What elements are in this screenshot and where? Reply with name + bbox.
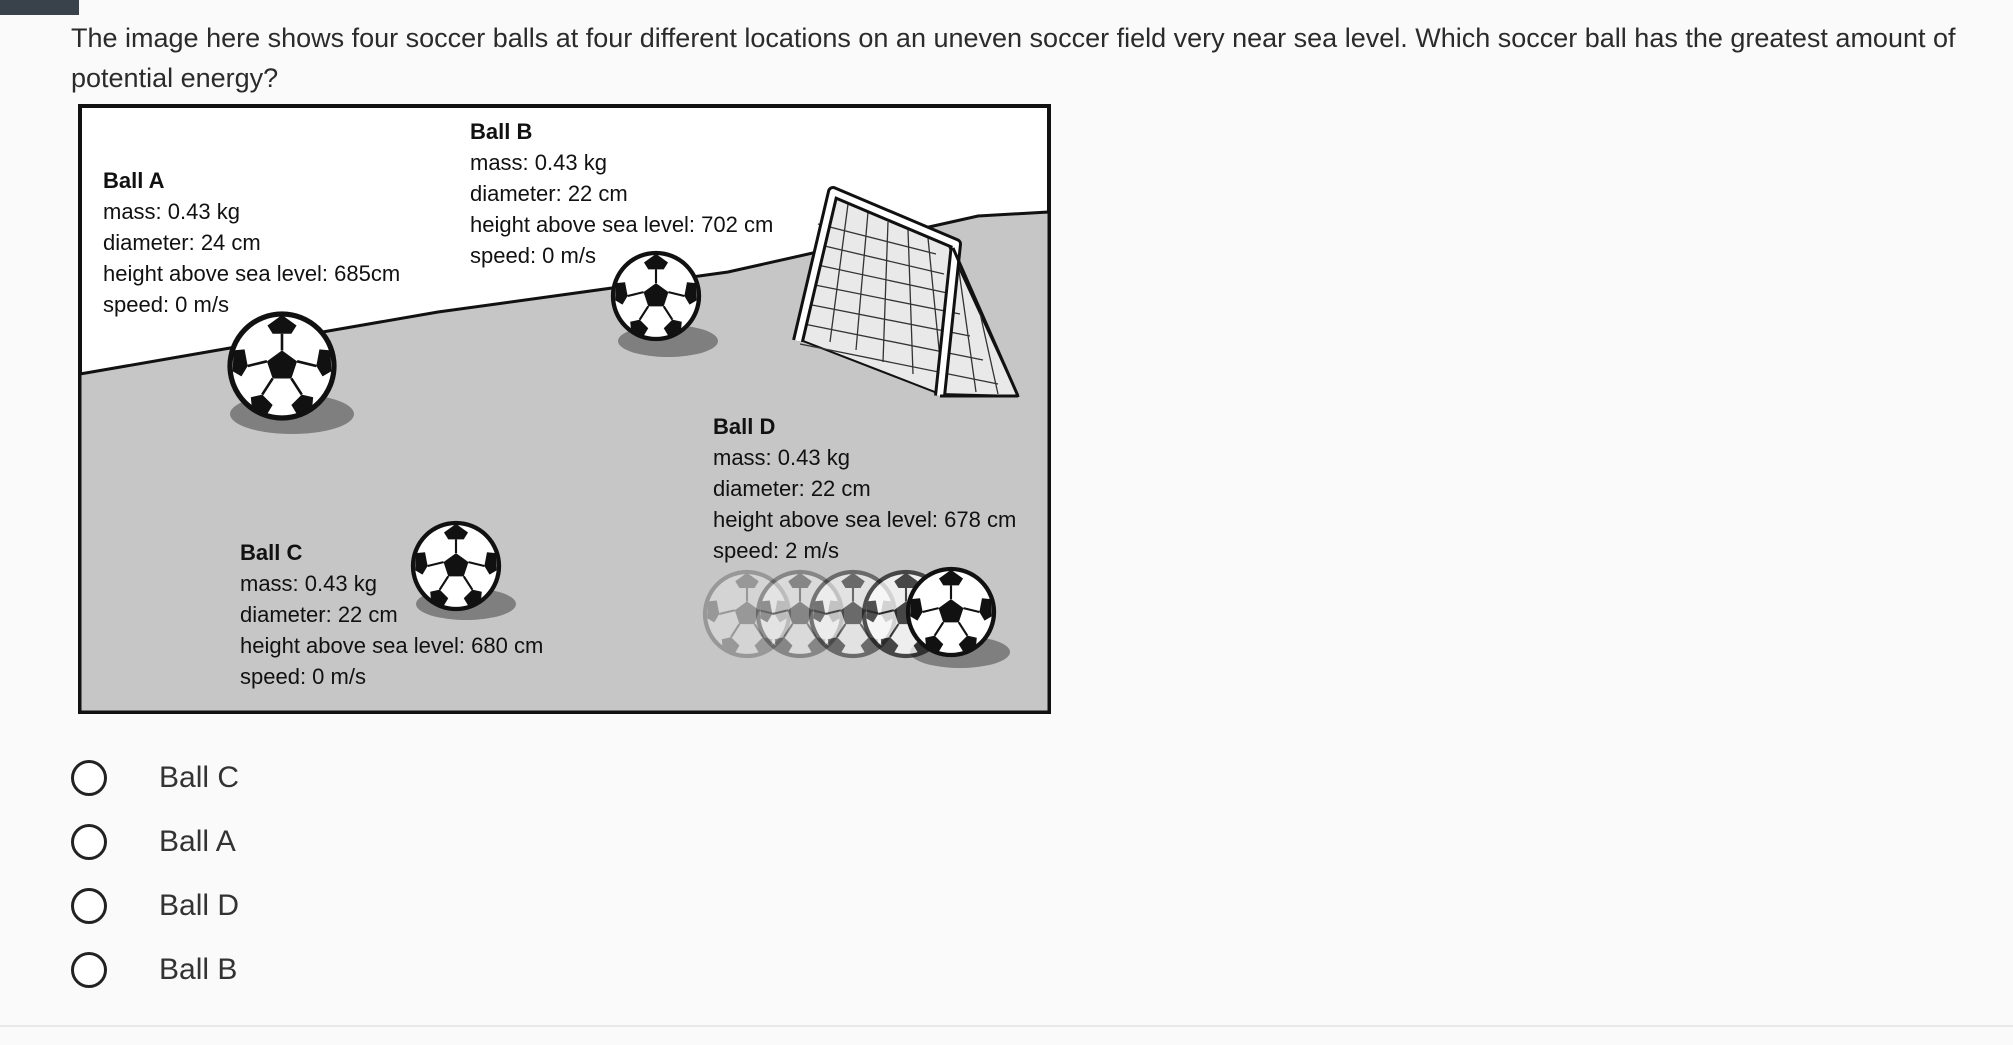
option-ball-d[interactable] [71,874,239,938]
ball-a-speed: speed: 0 m/s [103,292,229,317]
radio-button[interactable] [71,760,107,796]
option-label: Ball A [159,825,236,858]
ball-c-name: Ball C [240,540,303,565]
ball-b-icon [613,253,699,339]
ball-a-height: height above sea level: 685cm [103,261,401,286]
option-ball-b[interactable] [71,938,239,1002]
ball-c-mass: mass: 0.43 kg [240,571,377,596]
soccer-field-figure [78,104,1051,714]
ball-a-icon [230,314,334,418]
option-label: Ball C [159,761,240,794]
ball-a-diameter: diameter: 24 cm [103,230,261,255]
option-ball-a[interactable] [71,810,239,874]
ball-d-height: height above sea level: 678 cm [713,507,1017,532]
ball-b-speed: speed: 0 m/s [470,243,596,268]
ball-a-name: Ball A [103,168,165,193]
ball-b-diameter: diameter: 22 cm [470,181,628,206]
ball-a-mass: mass: 0.43 kg [103,199,240,224]
footer-divider [0,1025,2013,1027]
option-label: Ball B [159,953,238,986]
ball-d-name: Ball D [713,414,776,439]
radio-button[interactable] [71,824,107,860]
ball-d-speed: speed: 2 m/s [713,538,839,563]
ball-c-icon [413,523,499,609]
ball-c-diameter: diameter: 22 cm [240,602,398,627]
ball-d-mass: mass: 0.43 kg [713,445,850,470]
soccer-field-illustration [78,104,1051,714]
radio-button[interactable] [71,888,107,924]
ball-c-height: height above sea level: 680 cm [240,633,544,658]
ball-d-diameter: diameter: 22 cm [713,476,871,501]
ball-c-speed: speed: 0 m/s [240,664,366,689]
top-tab [0,0,79,15]
ball-b-name: Ball B [470,119,533,144]
option-ball-c[interactable] [71,746,239,810]
ball-b-height: height above sea level: 702 cm [470,212,774,237]
ball-b-mass: mass: 0.43 kg [470,150,607,175]
answer-options [71,746,239,1002]
ball-d-icon [908,569,994,655]
option-label: Ball D [159,889,240,922]
radio-button[interactable] [71,952,107,988]
question-text: The image here shows four soccer balls at four different locations on an uneven soccer field very near sea level. Which soccer ball has the greatest amount of potential energy? [71,23,1956,93]
